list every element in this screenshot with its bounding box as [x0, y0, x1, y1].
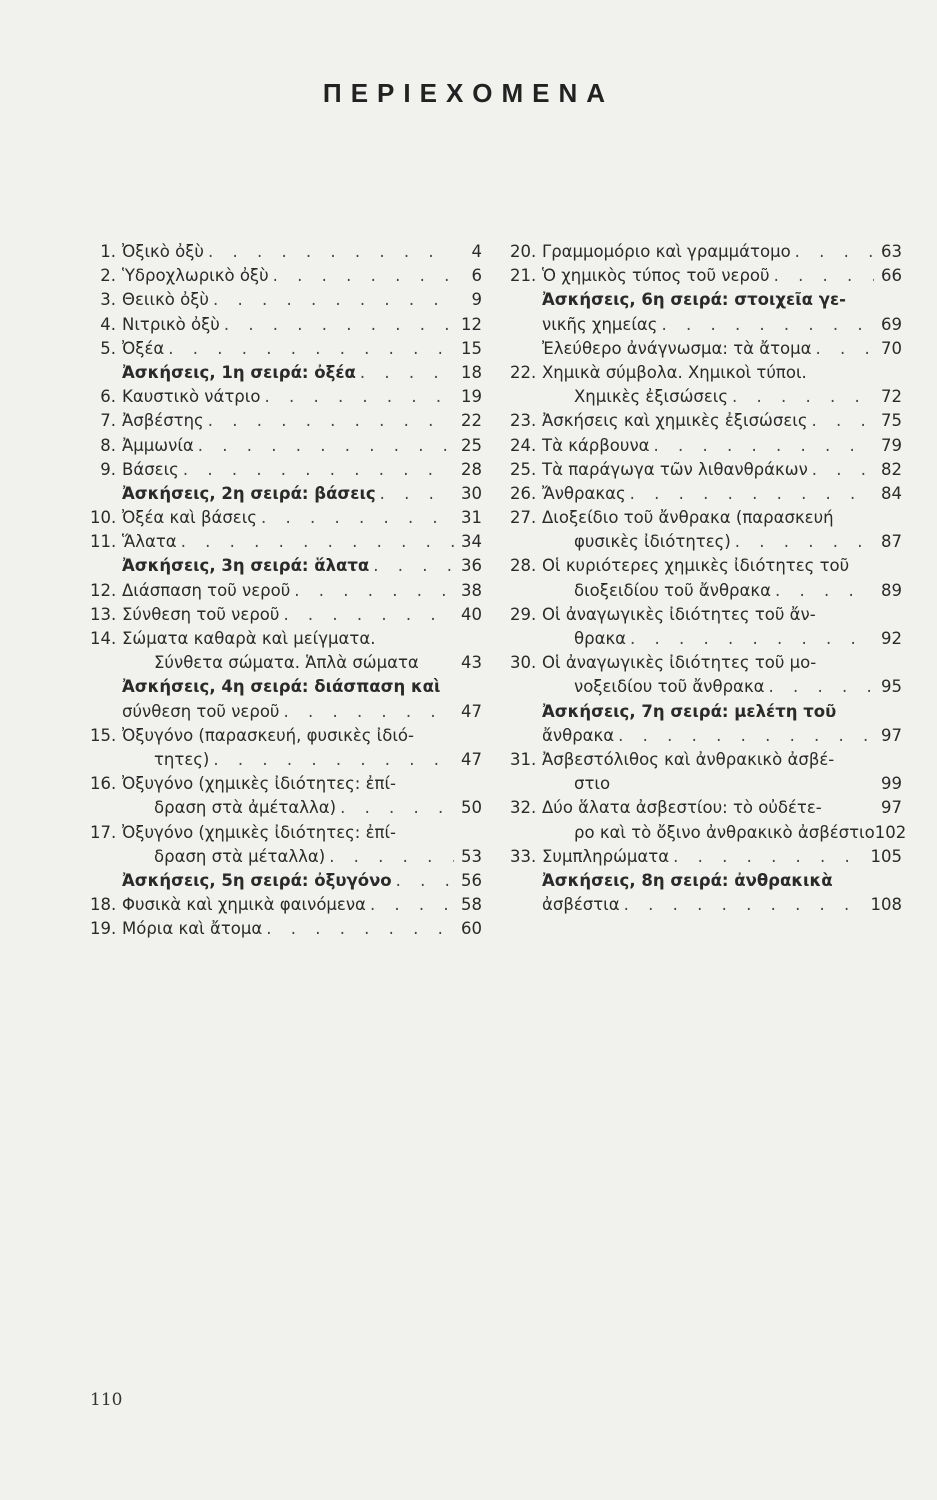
dot-leader — [213, 748, 454, 772]
dot-leader — [673, 845, 866, 869]
entry-page-number: 72 — [881, 387, 902, 407]
entry-number: 12. — [90, 580, 117, 600]
entry-number: 17. — [90, 822, 117, 842]
entry-title: ἄνθρακα — [542, 725, 615, 745]
entry-title: Ὀξέα καὶ βάσεις — [122, 508, 257, 528]
entry-title: Θειικὸ ὀξὺ — [122, 290, 209, 310]
toc-entry — [90, 361, 482, 385]
entry-title: Ἀμμωνία — [122, 435, 194, 455]
entry-title: διοξειδίου τοῦ ἄνθρακα — [574, 580, 772, 600]
entry-title: Τὰ παράγωγα τῶν λιθανθράκων — [542, 459, 808, 479]
dot-leader — [630, 627, 874, 651]
entry-number: 2. — [100, 266, 116, 286]
entry-number: 29. — [510, 604, 537, 624]
exercise-title: Ἀσκήσεις, 2η σειρά: βάσεις — [122, 483, 376, 503]
toc-entry — [510, 434, 902, 458]
entry-number: 3. — [100, 290, 116, 310]
exercise-title: Ἀσκήσεις, 8η σειρά: ἀνθρακικὰ — [542, 870, 833, 890]
entry-page-number: 15 — [461, 338, 482, 358]
dot-leader — [812, 409, 874, 433]
dot-leader — [795, 240, 874, 264]
dot-leader — [630, 482, 874, 506]
toc-entry — [510, 796, 902, 820]
entry-title: νικῆς χημείας — [542, 314, 658, 334]
entry-title: Διάσπαση τοῦ νεροῦ — [122, 580, 291, 600]
entry-page-number: 31 — [461, 508, 482, 528]
entry-title: Δύο ἅλατα ἀσβεστίου: τὸ οὐδέτε- — [542, 798, 822, 818]
entry-title: Ὀξυγόνο (χημικὲς ἰδιότητες: ἐπί- — [122, 774, 396, 794]
dot-leader — [661, 313, 874, 337]
entry-page-number: 30 — [461, 483, 482, 503]
dot-leader — [624, 893, 867, 917]
entry-number: 19. — [90, 919, 117, 939]
dot-leader — [183, 458, 454, 482]
entry-page-number: 95 — [881, 677, 902, 697]
entry-page-number: 87 — [881, 532, 902, 552]
toc-entry — [510, 627, 902, 651]
entry-title: Ἀσβέστης — [122, 411, 204, 431]
entry-title: Ὀξέα — [122, 338, 165, 358]
entry-title: Ὀξυγόνο (παρασκευή, φυσικὲς ἰδιό- — [122, 725, 414, 745]
entry-number: 10. — [90, 508, 117, 528]
entry-number: 7. — [100, 411, 116, 431]
toc-entry — [90, 772, 482, 796]
toc-entry — [510, 313, 902, 337]
entry-page-number: 97 — [881, 725, 902, 745]
entry-number: 31. — [510, 749, 537, 769]
entry-number: 16. — [90, 774, 117, 794]
entry-title: Τὰ κάρβουνα — [542, 435, 650, 455]
entry-page-number: 56 — [461, 870, 482, 890]
entry-page-number: 89 — [881, 580, 902, 600]
dot-leader — [329, 845, 454, 869]
dot-leader — [340, 796, 454, 820]
entry-title: Οἱ ἀναγωγικὲς ἰδιότητες τοῦ μο- — [542, 653, 817, 673]
entry-title: Οἱ ἀναγωγικὲς ἰδιότητες τοῦ ἄν- — [542, 604, 816, 624]
exercise-title: Ἀσκήσεις, 3η σειρά: ἅλατα — [122, 556, 370, 576]
dot-leader — [266, 917, 454, 941]
entry-page-number: 47 — [461, 701, 482, 721]
dot-leader — [283, 700, 454, 724]
entry-number: 23. — [510, 411, 537, 431]
toc-entry — [510, 554, 902, 578]
entry-page-number: 34 — [461, 532, 482, 552]
dot-leader — [618, 724, 874, 748]
exercise-title: Ἀσκήσεις, 5η σειρά: ὀξυγόνο — [122, 870, 392, 890]
dot-leader — [208, 240, 454, 264]
entry-title: Ἐλεύθερο ἀνάγνωσμα: τὰ ἄτομα — [542, 338, 812, 358]
entry-title: Σώματα καθαρὰ καὶ μείγματα. — [122, 629, 376, 648]
entry-page-number: 25 — [461, 435, 482, 455]
entry-page-number: 6 — [471, 266, 482, 286]
entry-title: Χημικὰ σύμβολα. Χημικοὶ τύποι. — [542, 362, 807, 382]
entry-title: Ἄνθρακας — [542, 483, 626, 503]
toc-entry — [90, 724, 482, 748]
dot-leader — [812, 458, 874, 482]
entry-title: Ὀξικὸ ὀξὺ — [122, 242, 204, 261]
dot-leader — [775, 579, 874, 603]
entry-number: 26. — [510, 483, 537, 503]
entry-page-number: 108 — [870, 895, 902, 915]
toc-entry — [90, 337, 482, 361]
entry-number: 5. — [100, 338, 116, 358]
dot-leader — [370, 893, 454, 917]
entry-page-number: 99 — [881, 774, 902, 794]
toc-entry — [510, 724, 902, 748]
entry-page-number: 66 — [881, 266, 902, 286]
toc-entry — [90, 385, 482, 409]
entry-number: 22. — [510, 362, 537, 382]
entry-title: στιο — [574, 774, 611, 794]
entry-number: 1. — [100, 242, 116, 261]
toc-entry — [510, 409, 902, 433]
toc-entry — [510, 530, 902, 554]
toc-entry — [510, 240, 902, 264]
entry-page-number: 53 — [461, 846, 482, 866]
entry-number: 15. — [90, 725, 117, 745]
dot-leader — [208, 409, 454, 433]
entry-title: Σύνθεση τοῦ νεροῦ — [122, 604, 280, 624]
entry-title: δραση στὰ μέταλλα) — [154, 846, 326, 866]
entry-title: ρο καὶ τὸ ὄξινο ἀνθρακικὸ ἀσβέστιο — [574, 822, 875, 842]
dot-leader — [213, 288, 454, 312]
entry-number: 24. — [510, 435, 537, 455]
toc-entry — [90, 240, 482, 264]
entry-number: 30. — [510, 653, 537, 673]
toc-entry — [510, 458, 902, 482]
toc-entry — [510, 361, 902, 385]
entry-page-number: 19 — [461, 387, 482, 407]
entry-title: σύνθεση τοῦ νεροῦ — [122, 701, 280, 721]
exercise-title: Ἀσκήσεις, 6η σειρά: στοιχεῖα γε- — [542, 290, 847, 310]
toc-entry — [90, 675, 482, 699]
dot-leader — [261, 506, 454, 530]
dot-leader — [396, 869, 454, 893]
toc-entry — [510, 772, 902, 796]
entry-title: Βάσεις — [122, 459, 179, 479]
toc-entry — [90, 917, 482, 941]
entry-title: Νιτρικὸ ὀξὺ — [122, 314, 220, 334]
exercise-title: Ἀσκήσεις, 1η σειρά: ὀξέα — [122, 362, 356, 382]
dot-leader — [283, 603, 454, 627]
entry-title: Μόρια καὶ ἄτομα — [122, 919, 263, 939]
dot-leader — [735, 530, 874, 554]
entry-page-number: 63 — [881, 242, 902, 261]
entry-title: Φυσικὰ καὶ χημικὰ φαινόμενα — [122, 895, 366, 915]
toc-entry — [90, 796, 482, 820]
toc-entry — [90, 869, 482, 893]
entry-title: Οἱ κυριότερες χημικὲς ἰδιότητες τοῦ — [542, 556, 850, 576]
toc-entry — [90, 264, 482, 288]
entry-number: 32. — [510, 798, 537, 818]
toc-right-column — [510, 240, 907, 917]
toc-entry — [90, 603, 482, 627]
dot-leader — [732, 385, 874, 409]
toc-entry — [510, 869, 902, 893]
entry-page-number: 12 — [461, 314, 482, 334]
entry-page-number: 102 — [874, 822, 907, 842]
entry-number: 6. — [100, 387, 116, 407]
exercise-title: Ἀσκήσεις, 7η σειρά: μελέτη τοῦ — [542, 701, 837, 721]
toc-entry — [510, 482, 902, 506]
dot-leader — [224, 313, 454, 337]
toc-entry — [90, 482, 482, 506]
toc-entry — [510, 385, 902, 409]
dot-leader — [373, 554, 454, 578]
entry-title: θρακα — [574, 629, 627, 648]
dot-leader — [264, 385, 454, 409]
toc-entry — [510, 845, 902, 869]
toc-entry — [510, 288, 902, 312]
toc-entry — [90, 821, 482, 845]
toc-entry — [90, 748, 482, 772]
entry-title: Ἀσβεστόλιθος καὶ ἀνθρακικὸ ἀσβέ- — [542, 749, 835, 769]
entry-number: 9. — [100, 459, 116, 479]
entry-number: 8. — [100, 435, 116, 455]
entry-page-number: 50 — [461, 798, 482, 818]
page-title: ΠΕΡΙΕΧΟΜΕΝΑ — [322, 78, 615, 108]
page-number: 110 — [90, 1390, 123, 1410]
entry-number: 21. — [510, 266, 537, 286]
toc-entry — [90, 288, 482, 312]
entry-page-number: 84 — [881, 483, 902, 503]
dot-leader — [198, 434, 454, 458]
entry-page-number: 36 — [461, 556, 482, 576]
dot-leader — [360, 361, 454, 385]
entry-number: 11. — [90, 532, 117, 552]
toc-entry — [90, 530, 482, 554]
dot-leader — [294, 579, 454, 603]
entry-page-number: 105 — [870, 846, 902, 866]
entry-title: Καυστικὸ νάτριο — [122, 387, 261, 407]
entry-title: Ὑδροχλωρικὸ ὀξὺ — [122, 266, 269, 286]
dot-leader — [273, 264, 454, 288]
toc-entry — [90, 434, 482, 458]
toc-entry — [510, 700, 902, 724]
toc-entry — [510, 821, 907, 845]
entry-page-number: 28 — [461, 459, 482, 479]
entry-number: 13. — [90, 604, 117, 624]
dot-leader — [816, 337, 874, 361]
exercise-title: Ἀσκήσεις, 4η σειρά: διάσπαση καὶ — [122, 677, 441, 697]
dot-leader — [181, 530, 454, 554]
dot-leader — [380, 482, 454, 506]
toc-entry — [510, 579, 902, 603]
entry-title: φυσικὲς ἰδιότητες) — [574, 532, 731, 552]
toc-entry — [90, 845, 482, 869]
entry-title: τητες) — [154, 749, 210, 769]
entry-title: Σύνθετα σώματα. Ἁπλὰ σώματα — [154, 653, 419, 673]
entry-page-number: 97 — [881, 798, 902, 818]
toc-entry — [510, 893, 902, 917]
entry-page-number: 79 — [881, 435, 902, 455]
entry-title: Ἀσκήσεις καὶ χημικὲς ἐξισώσεις — [542, 411, 808, 431]
entry-number: 20. — [510, 242, 537, 261]
toc-entry — [510, 675, 902, 699]
toc-entry — [510, 506, 902, 530]
toc-entry — [90, 627, 482, 651]
entry-number: 28. — [510, 556, 537, 576]
entry-page-number: 60 — [461, 919, 482, 939]
toc-entry — [510, 603, 902, 627]
entry-page-number: 75 — [881, 411, 902, 431]
entry-page-number: 58 — [461, 895, 482, 915]
dot-leader — [774, 264, 874, 288]
toc-entry — [90, 409, 482, 433]
entry-page-number: 92 — [881, 629, 902, 648]
entry-page-number: 47 — [461, 749, 482, 769]
entry-number: 4. — [100, 314, 116, 334]
entry-number: 33. — [510, 846, 537, 866]
dot-leader — [168, 337, 454, 361]
entry-title: νοξειδίου τοῦ ἄνθρακα — [574, 677, 765, 697]
toc-entry — [90, 893, 482, 917]
toc-entry — [510, 337, 902, 361]
entry-page-number: 82 — [881, 459, 902, 479]
toc-entry — [510, 264, 902, 288]
entry-page-number: 18 — [461, 362, 482, 382]
entry-title: ἀσβέστια — [542, 895, 620, 915]
toc-entry — [510, 651, 902, 675]
entry-page-number: 69 — [881, 314, 902, 334]
entry-title: Ὀξυγόνο (χημικὲς ἰδιότητες: ἐπί- — [122, 822, 396, 842]
toc-entry — [90, 313, 482, 337]
entry-number: 18. — [90, 895, 117, 915]
dot-leader — [769, 675, 874, 699]
entry-page-number: 38 — [461, 580, 482, 600]
toc-entry — [90, 506, 482, 530]
toc-entry — [90, 579, 482, 603]
dot-leader — [654, 434, 874, 458]
entry-title: Χημικὲς ἐξισώσεις — [574, 387, 729, 407]
toc-entry — [90, 651, 482, 675]
entry-title: δραση στὰ ἀμέταλλα) — [154, 798, 337, 818]
entry-title: Ὁ χημικὸς τύπος τοῦ νεροῦ — [542, 266, 770, 286]
entry-title: Διοξείδιο τοῦ ἄνθρακα (παρασκευή — [542, 508, 834, 528]
entry-title: Γραμμομόριο καὶ γραμμάτομο — [542, 242, 791, 261]
entry-number: 14. — [90, 629, 117, 648]
entry-number: 25. — [510, 459, 537, 479]
entry-page-number: 70 — [881, 338, 902, 358]
toc-entry — [90, 458, 482, 482]
toc-entry — [90, 700, 482, 724]
toc-entry — [510, 748, 902, 772]
entry-title: Συμπληρώματα — [542, 846, 670, 866]
toc-entry — [90, 554, 482, 578]
entry-title: Ἅλατα — [122, 532, 177, 552]
toc-left-column — [90, 240, 482, 941]
entry-number: 27. — [510, 508, 537, 528]
entry-page-number: 4 — [471, 242, 482, 261]
entry-page-number: 40 — [461, 604, 482, 624]
entry-page-number: 43 — [461, 653, 482, 673]
entry-page-number: 9 — [471, 290, 482, 310]
entry-page-number: 22 — [461, 411, 482, 431]
